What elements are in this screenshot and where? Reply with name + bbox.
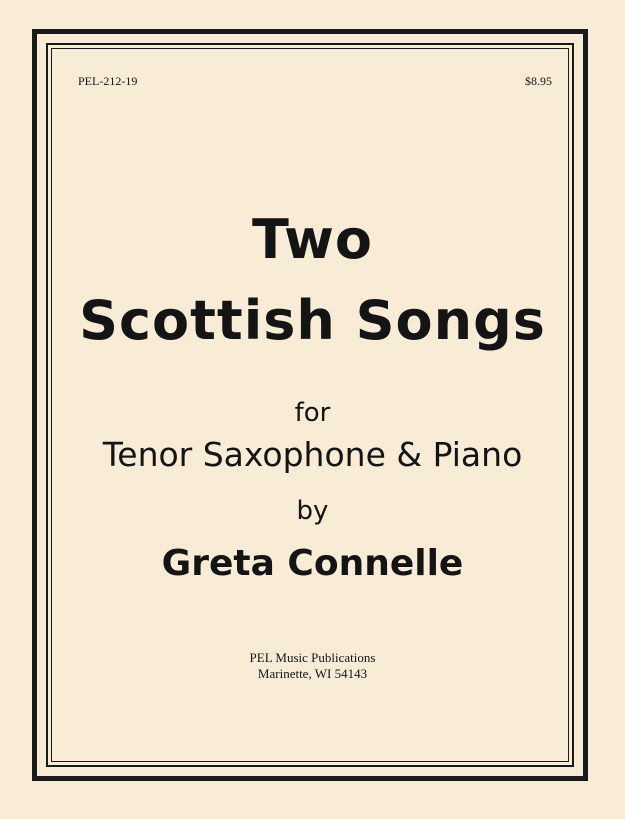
instrumentation: Tenor Saxophone & Piano [102,435,523,474]
publisher-address: Marinette, WI 54143 [257,666,368,681]
title-line-2: Scottish Songs [79,289,546,352]
by-label: by [296,496,329,526]
publisher-name: PEL Music Publications [249,650,376,665]
price-label: $8.95 [525,74,552,88]
composer-name: Greta Connelle [161,543,464,584]
title-line-1: Two [252,208,373,271]
catalog-number: PEL-212-19 [78,74,138,88]
for-label: for [294,398,331,428]
